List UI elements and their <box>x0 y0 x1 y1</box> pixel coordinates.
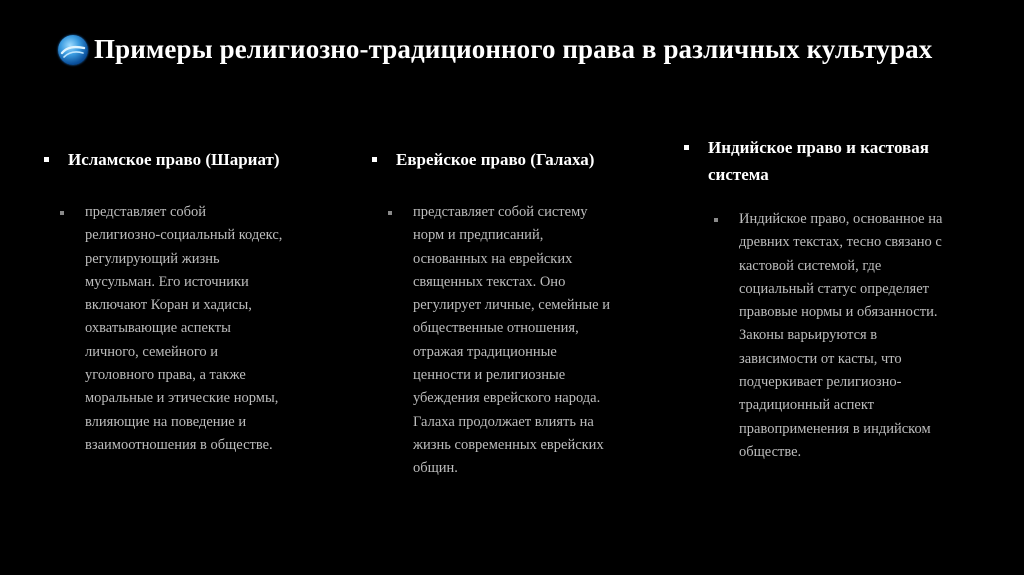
small-bullet-icon <box>388 211 392 215</box>
column-jewish-law <box>372 146 672 481</box>
column-body <box>714 208 1004 464</box>
heading-line: система <box>708 165 769 184</box>
body-line: кастовой системой, где <box>739 257 882 274</box>
body-line: убеждения еврейского народа. <box>413 390 601 407</box>
slide-header <box>58 34 932 65</box>
column-heading <box>372 146 672 173</box>
heading-line: Исламское право (Шариат) <box>68 150 280 169</box>
body-line: регулирующий жизнь <box>85 250 220 267</box>
body-line: охватывающие аспекты <box>85 320 231 337</box>
body-line: включают Коран и хадисы, <box>85 297 252 314</box>
column-heading <box>684 134 1004 188</box>
slide-title: Примеры религиозно-традиционного права в различных культурах <box>94 34 933 64</box>
column-body <box>60 201 344 457</box>
column-indian-law <box>684 134 1004 464</box>
body-line: основанных на еврейских <box>413 250 573 267</box>
body-line: традиционный аспект <box>739 397 875 414</box>
body-line: жизнь современных еврейских <box>413 436 604 453</box>
body-line: правоприменения в индийском <box>739 420 931 437</box>
body-line: священных текстах. Оно <box>413 273 566 290</box>
body-line: правовые нормы и обязанности. <box>739 304 938 321</box>
small-bullet-icon <box>60 211 64 215</box>
body-line: общественные отношения, <box>413 320 579 337</box>
column-body <box>388 201 672 481</box>
body-line: Законы варьируются в <box>739 327 878 344</box>
body-line: Индийское право, основанное на <box>739 211 943 227</box>
body-line: религиозно-социальный кодекс, <box>85 227 283 244</box>
heading-line: Еврейское право (Галаха) <box>396 150 595 169</box>
body-line: зависимости от касты, что <box>739 350 902 367</box>
body-line: влияющие на поведение и <box>85 413 247 430</box>
body-line: Галаха продолжает влиять на <box>413 413 594 430</box>
small-bullet-icon <box>714 218 718 222</box>
square-bullet-icon <box>372 157 377 162</box>
body-line: моральные и этические нормы, <box>85 390 279 407</box>
body-line: социальный статус определяет <box>739 280 929 297</box>
square-bullet-icon <box>684 145 689 150</box>
square-bullet-icon <box>44 157 49 162</box>
heading-line: Индийское право и кастовая <box>708 138 929 157</box>
body-line: уголовного права, а также <box>85 367 246 384</box>
body-line: взаимоотношения в обществе. <box>85 436 273 453</box>
column-islamic-law <box>44 146 344 457</box>
column-heading <box>44 146 344 173</box>
body-line: отражая традиционные <box>413 343 557 360</box>
body-line: мусульман. Его источники <box>85 273 249 290</box>
body-line: древних текстах, тесно связано с <box>739 234 942 251</box>
body-line: норм и предписаний, <box>413 227 544 244</box>
body-line: обществе. <box>739 443 802 460</box>
body-line: представляет собой систему <box>413 204 588 220</box>
body-line: подчеркивает религиозно- <box>739 374 902 391</box>
body-line: ценности и религиозные <box>413 367 566 384</box>
globe-logo-icon <box>58 35 88 65</box>
body-line: представляет собой <box>85 204 207 220</box>
body-line: регулирует личные, семейные и <box>413 297 610 314</box>
body-line: общин. <box>413 460 458 477</box>
body-line: личного, семейного и <box>85 343 219 360</box>
